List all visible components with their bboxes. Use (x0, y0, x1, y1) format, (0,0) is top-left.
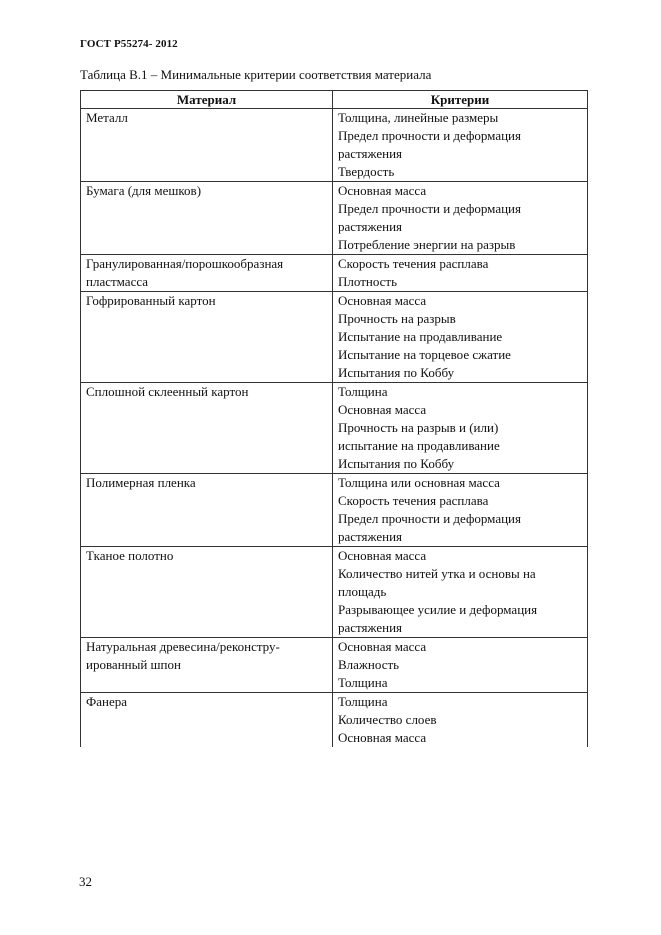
table-row (81, 383, 588, 474)
criterion-text: Основная масса (338, 402, 427, 417)
criteria-cell (333, 474, 588, 547)
criterion-text: Количество слоев (338, 712, 437, 727)
table-row (81, 547, 588, 638)
criterion-text: растяжения (338, 219, 403, 234)
criteria-cell (333, 255, 588, 292)
table-row (81, 638, 588, 693)
criterion-text: Толщина или основная масса (338, 475, 500, 490)
criteria-cell (333, 383, 588, 474)
material-text: Гранулированная/порошкообразная (86, 256, 284, 271)
table-row (81, 109, 588, 182)
material-cell (81, 638, 333, 693)
material-text: Гофрированный картон (86, 293, 216, 308)
criterion-text: растяжения (338, 529, 403, 544)
material-text: ированный шпон (86, 657, 181, 672)
material-cell (81, 693, 333, 748)
criterion-text: Испытание на торцевое сжатие (338, 347, 511, 362)
criteria-table (80, 90, 588, 747)
criterion-text: Предел прочности и деформация (338, 201, 521, 216)
criterion-text: Основная масса (338, 548, 427, 563)
material-text: Натуральная древесина/реконстру- (86, 639, 280, 654)
material-cell (81, 547, 333, 638)
criteria-cell (333, 292, 588, 383)
criteria-cell (333, 182, 588, 255)
criterion-text: Предел прочности и деформация (338, 128, 521, 143)
material-cell (81, 182, 333, 255)
criterion-text: Основная масса (338, 730, 427, 745)
table-row (81, 255, 588, 292)
criterion-text: Испытание на продавливание (338, 329, 503, 344)
criterion-text: Основная масса (338, 183, 427, 198)
material-text: пластмасса (86, 274, 149, 289)
criterion-text: Количество нитей утка и основы на (338, 566, 536, 581)
criterion-text: Толщина (338, 384, 388, 399)
criterion-text: Скорость течения расплава (338, 256, 489, 271)
table-row (81, 474, 588, 547)
column-header-criteria: Критерии (333, 91, 588, 109)
criteria-cell (333, 693, 588, 748)
criterion-text: Плотность (338, 274, 398, 289)
criterion-text: Толщина, линейные размеры (338, 110, 499, 125)
material-text: Сплошной склеенный картон (86, 384, 249, 399)
criterion-text: площадь (338, 584, 387, 599)
material-text: Полимерная пленка (86, 475, 196, 490)
criterion-text: Толщина (338, 694, 388, 709)
table-row (81, 693, 588, 748)
criteria-cell (333, 109, 588, 182)
criterion-text: Твердость (338, 164, 395, 179)
material-cell (81, 292, 333, 383)
material-cell (81, 255, 333, 292)
document-header: ГОСТ Р55274- 2012 (80, 38, 178, 50)
criterion-text: испытание на продавливание (338, 438, 500, 453)
material-text: Металл (86, 110, 128, 125)
material-text: Тканое полотно (86, 548, 174, 563)
criteria-cell (333, 638, 588, 693)
material-text: Бумага (для мешков) (86, 183, 202, 198)
criterion-text: Основная масса (338, 293, 427, 308)
criteria-cell (333, 547, 588, 638)
table-head (81, 91, 588, 109)
material-text: Фанера (86, 694, 128, 709)
material-cell (81, 474, 333, 547)
material-cell (81, 383, 333, 474)
criterion-text: Влажность (338, 657, 400, 672)
criterion-text: Потребление энергии на разрыв (338, 237, 516, 252)
header-row (81, 91, 588, 109)
table-row (81, 182, 588, 255)
column-header-material: Материал (81, 91, 333, 109)
table-caption: Таблица В.1 – Минимальные критерии соответствия материала (80, 67, 432, 82)
criterion-text: Прочность на разрыв и (или) (338, 420, 499, 435)
material-cell (81, 109, 333, 182)
criterion-text: Предел прочности и деформация (338, 511, 521, 526)
criterion-text: Скорость течения расплава (338, 493, 489, 508)
criterion-text: Основная масса (338, 639, 427, 654)
table-row (81, 292, 588, 383)
criterion-text: Испытания по Коббу (338, 365, 455, 380)
table-body (81, 109, 588, 748)
criterion-text: растяжения (338, 146, 403, 161)
page-number: 32 (79, 874, 92, 889)
criterion-text: растяжения (338, 620, 403, 635)
criterion-text: Испытания по Коббу (338, 456, 455, 471)
criterion-text: Толщина (338, 675, 388, 690)
criterion-text: Разрывающее усилие и деформация (338, 602, 538, 617)
criterion-text: Прочность на разрыв (338, 311, 456, 326)
